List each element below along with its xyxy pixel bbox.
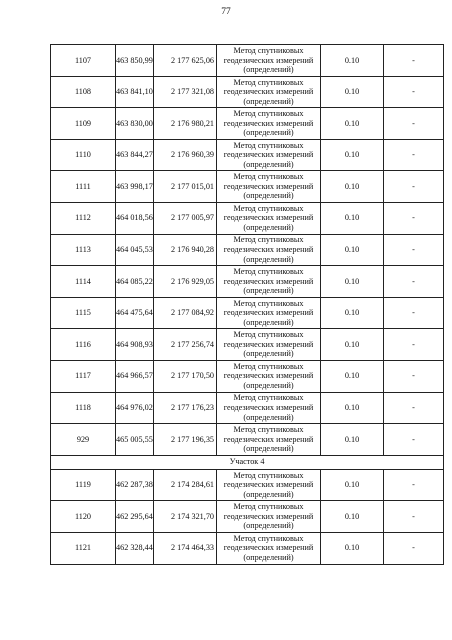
method-cell	[217, 171, 321, 203]
section-label: Участок 4	[51, 455, 444, 469]
method-text-line: геодезических измерений	[223, 371, 314, 381]
accuracy-cell: 0.10	[321, 501, 384, 533]
point-number-cell: 1115	[51, 297, 116, 329]
x-coordinate-cell: 462 295,64	[116, 501, 154, 533]
dash-cell: -	[384, 108, 444, 140]
method-text-line: геодезических измерений	[223, 511, 314, 521]
y-coordinate-cell: 2 176 929,05	[154, 266, 217, 298]
x-coordinate-cell: 464 475,64	[116, 297, 154, 329]
accuracy-cell: 0.10	[321, 76, 384, 108]
method-text-line: геодезических измерений	[223, 213, 314, 223]
method-text-line: (определений)	[243, 317, 294, 327]
accuracy-cell: 0.10	[321, 108, 384, 140]
method-text-line: геодезических измерений	[223, 55, 314, 65]
table-row	[51, 76, 444, 108]
method-text-line: Метод спутниковых	[233, 45, 304, 55]
dash-cell: -	[384, 297, 444, 329]
dash-cell: -	[384, 171, 444, 203]
method-text-line: Метод спутниковых	[233, 235, 304, 245]
point-number-cell: 1112	[51, 202, 116, 234]
method-text-line: геодезических измерений	[223, 339, 314, 349]
dash-cell: -	[384, 469, 444, 501]
table-row	[51, 297, 444, 329]
x-coordinate-cell: 462 328,44	[116, 532, 154, 564]
method-text-line: геодезических измерений	[223, 434, 314, 444]
method-text-line: (определений)	[243, 65, 294, 75]
accuracy-cell: 0.10	[321, 139, 384, 171]
method-text-line: (определений)	[243, 381, 294, 391]
x-coordinate-cell: 464 976,02	[116, 392, 154, 424]
x-coordinate-cell: 464 966,57	[116, 360, 154, 392]
accuracy-cell: 0.10	[321, 424, 384, 456]
accuracy-cell: 0.10	[321, 329, 384, 361]
method-text-line: Метод спутниковых	[233, 502, 304, 512]
table-row	[51, 392, 444, 424]
point-number-cell: 1108	[51, 76, 116, 108]
table-row	[51, 501, 444, 533]
point-number-cell: 1110	[51, 139, 116, 171]
method-text-line: (определений)	[243, 191, 294, 201]
method-text-line: геодезических измерений	[223, 308, 314, 318]
x-coordinate-cell: 463 844,27	[116, 139, 154, 171]
x-coordinate-cell: 463 841,10	[116, 76, 154, 108]
x-coordinate-cell: 463 830,00	[116, 108, 154, 140]
table-row	[51, 171, 444, 203]
dash-cell: -	[384, 329, 444, 361]
method-cell	[217, 108, 321, 140]
method-text-line: (определений)	[243, 128, 294, 138]
method-text-line: (определений)	[243, 96, 294, 106]
x-coordinate-cell: 464 085,22	[116, 266, 154, 298]
point-number-cell: 1121	[51, 532, 116, 564]
accuracy-cell: 0.10	[321, 392, 384, 424]
point-number-cell: 1107	[51, 45, 116, 77]
dash-cell: -	[384, 392, 444, 424]
accuracy-cell: 0.10	[321, 297, 384, 329]
table-row	[51, 469, 444, 501]
dash-cell: -	[384, 139, 444, 171]
section-header	[51, 455, 444, 469]
section-row	[51, 455, 444, 469]
method-cell	[217, 76, 321, 108]
method-cell	[217, 45, 321, 77]
y-coordinate-cell: 2 176 980,21	[154, 108, 217, 140]
point-number-cell: 1118	[51, 392, 116, 424]
method-cell	[217, 202, 321, 234]
y-coordinate-cell: 2 176 940,28	[154, 234, 217, 266]
point-number-cell: 1111	[51, 171, 116, 203]
accuracy-cell: 0.10	[321, 45, 384, 77]
dash-cell: -	[384, 234, 444, 266]
method-text-line: Метод спутниковых	[233, 298, 304, 308]
method-text-line: (определений)	[243, 349, 294, 359]
method-text-line: (определений)	[243, 521, 294, 531]
table-row	[51, 360, 444, 392]
y-coordinate-cell: 2 177 625,06	[154, 45, 217, 77]
method-text-line: (определений)	[243, 412, 294, 422]
method-text-line: геодезических измерений	[223, 150, 314, 160]
dash-cell: -	[384, 360, 444, 392]
x-coordinate-cell: 465 005,55	[116, 424, 154, 456]
method-text-line: (определений)	[243, 286, 294, 296]
table-row	[51, 45, 444, 77]
table-row	[51, 234, 444, 266]
y-coordinate-cell: 2 176 960,39	[154, 139, 217, 171]
y-coordinate-cell: 2 177 196,35	[154, 424, 217, 456]
method-cell	[217, 532, 321, 564]
method-text-line: Метод спутниковых	[233, 77, 304, 87]
method-text-line: геодезических измерений	[223, 543, 314, 553]
x-coordinate-cell: 464 018,56	[116, 202, 154, 234]
method-text-line: (определений)	[243, 553, 294, 562]
method-cell	[217, 469, 321, 501]
point-number-cell: 929	[51, 424, 116, 456]
accuracy-cell: 0.10	[321, 171, 384, 203]
table-body-part-1	[51, 45, 444, 456]
method-cell	[217, 424, 321, 456]
method-cell	[217, 139, 321, 171]
table-row	[51, 266, 444, 298]
method-text-line: геодезических измерений	[223, 118, 314, 128]
method-text-line: Метод спутниковых	[233, 425, 304, 435]
method-text-line: геодезических измерений	[223, 181, 314, 191]
y-coordinate-cell: 2 177 256,74	[154, 329, 217, 361]
y-coordinate-cell: 2 174 464,33	[154, 532, 217, 564]
table-row	[51, 202, 444, 234]
table-row	[51, 139, 444, 171]
method-cell	[217, 329, 321, 361]
method-cell	[217, 392, 321, 424]
method-text-line: геодезических измерений	[223, 245, 314, 255]
method-text-line: (определений)	[243, 159, 294, 169]
point-number-cell: 1117	[51, 360, 116, 392]
y-coordinate-cell: 2 174 284,61	[154, 469, 217, 501]
table-row	[51, 329, 444, 361]
point-number-cell: 1113	[51, 234, 116, 266]
x-coordinate-cell: 463 850,99	[116, 45, 154, 77]
method-text-line: (определений)	[243, 444, 294, 454]
method-text-line: Метод спутниковых	[233, 393, 304, 403]
dash-cell: -	[384, 501, 444, 533]
method-text-line: Метод спутниковых	[233, 140, 304, 150]
method-cell	[217, 234, 321, 266]
table-row	[51, 108, 444, 140]
method-text-line: геодезических измерений	[223, 403, 314, 413]
method-text-line: Метод спутниковых	[233, 109, 304, 119]
x-coordinate-cell: 464 908,93	[116, 329, 154, 361]
y-coordinate-cell: 2 177 005,97	[154, 202, 217, 234]
point-number-cell: 1109	[51, 108, 116, 140]
page-number: 77	[221, 7, 231, 17]
accuracy-cell: 0.10	[321, 532, 384, 564]
method-text-line: (определений)	[243, 489, 294, 499]
method-cell	[217, 360, 321, 392]
dash-cell: -	[384, 45, 444, 77]
point-number-cell: 1120	[51, 501, 116, 533]
accuracy-cell: 0.10	[321, 234, 384, 266]
table-row	[51, 424, 444, 456]
dash-cell: -	[384, 76, 444, 108]
dash-cell: -	[384, 202, 444, 234]
y-coordinate-cell: 2 177 170,50	[154, 360, 217, 392]
point-number-cell: 1114	[51, 266, 116, 298]
method-text-line: (определений)	[243, 254, 294, 264]
y-coordinate-cell: 2 177 015,01	[154, 171, 217, 203]
method-text-line: Метод спутниковых	[233, 203, 304, 213]
coordinates-table	[50, 44, 444, 565]
method-cell	[217, 266, 321, 298]
method-text-line: Метод спутниковых	[233, 470, 304, 480]
accuracy-cell: 0.10	[321, 202, 384, 234]
method-cell	[217, 501, 321, 533]
method-text-line: геодезических измерений	[223, 87, 314, 97]
y-coordinate-cell: 2 177 084,92	[154, 297, 217, 329]
accuracy-cell: 0.10	[321, 266, 384, 298]
x-coordinate-cell: 462 287,38	[116, 469, 154, 501]
x-coordinate-cell: 464 045,53	[116, 234, 154, 266]
dash-cell: -	[384, 532, 444, 564]
x-coordinate-cell: 463 998,17	[116, 171, 154, 203]
dash-cell: -	[384, 424, 444, 456]
point-number-cell: 1119	[51, 469, 116, 501]
method-text-line: геодезических измерений	[223, 480, 314, 490]
accuracy-cell: 0.10	[321, 360, 384, 392]
method-text-line: Метод спутниковых	[233, 330, 304, 340]
dash-cell: -	[384, 266, 444, 298]
method-text-line: (определений)	[243, 223, 294, 233]
table-row	[51, 532, 444, 564]
accuracy-cell: 0.10	[321, 469, 384, 501]
y-coordinate-cell: 2 177 176,23	[154, 392, 217, 424]
method-text-line: Метод спутниковых	[233, 533, 304, 543]
table-body-part-2	[51, 469, 444, 564]
point-number-cell: 1116	[51, 329, 116, 361]
method-text-line: геодезических измерений	[223, 276, 314, 286]
method-text-line: Метод спутниковых	[233, 361, 304, 371]
method-text-line: Метод спутниковых	[233, 267, 304, 277]
y-coordinate-cell: 2 177 321,08	[154, 76, 217, 108]
y-coordinate-cell: 2 174 321,70	[154, 501, 217, 533]
method-cell	[217, 297, 321, 329]
method-text-line: Метод спутниковых	[233, 172, 304, 182]
